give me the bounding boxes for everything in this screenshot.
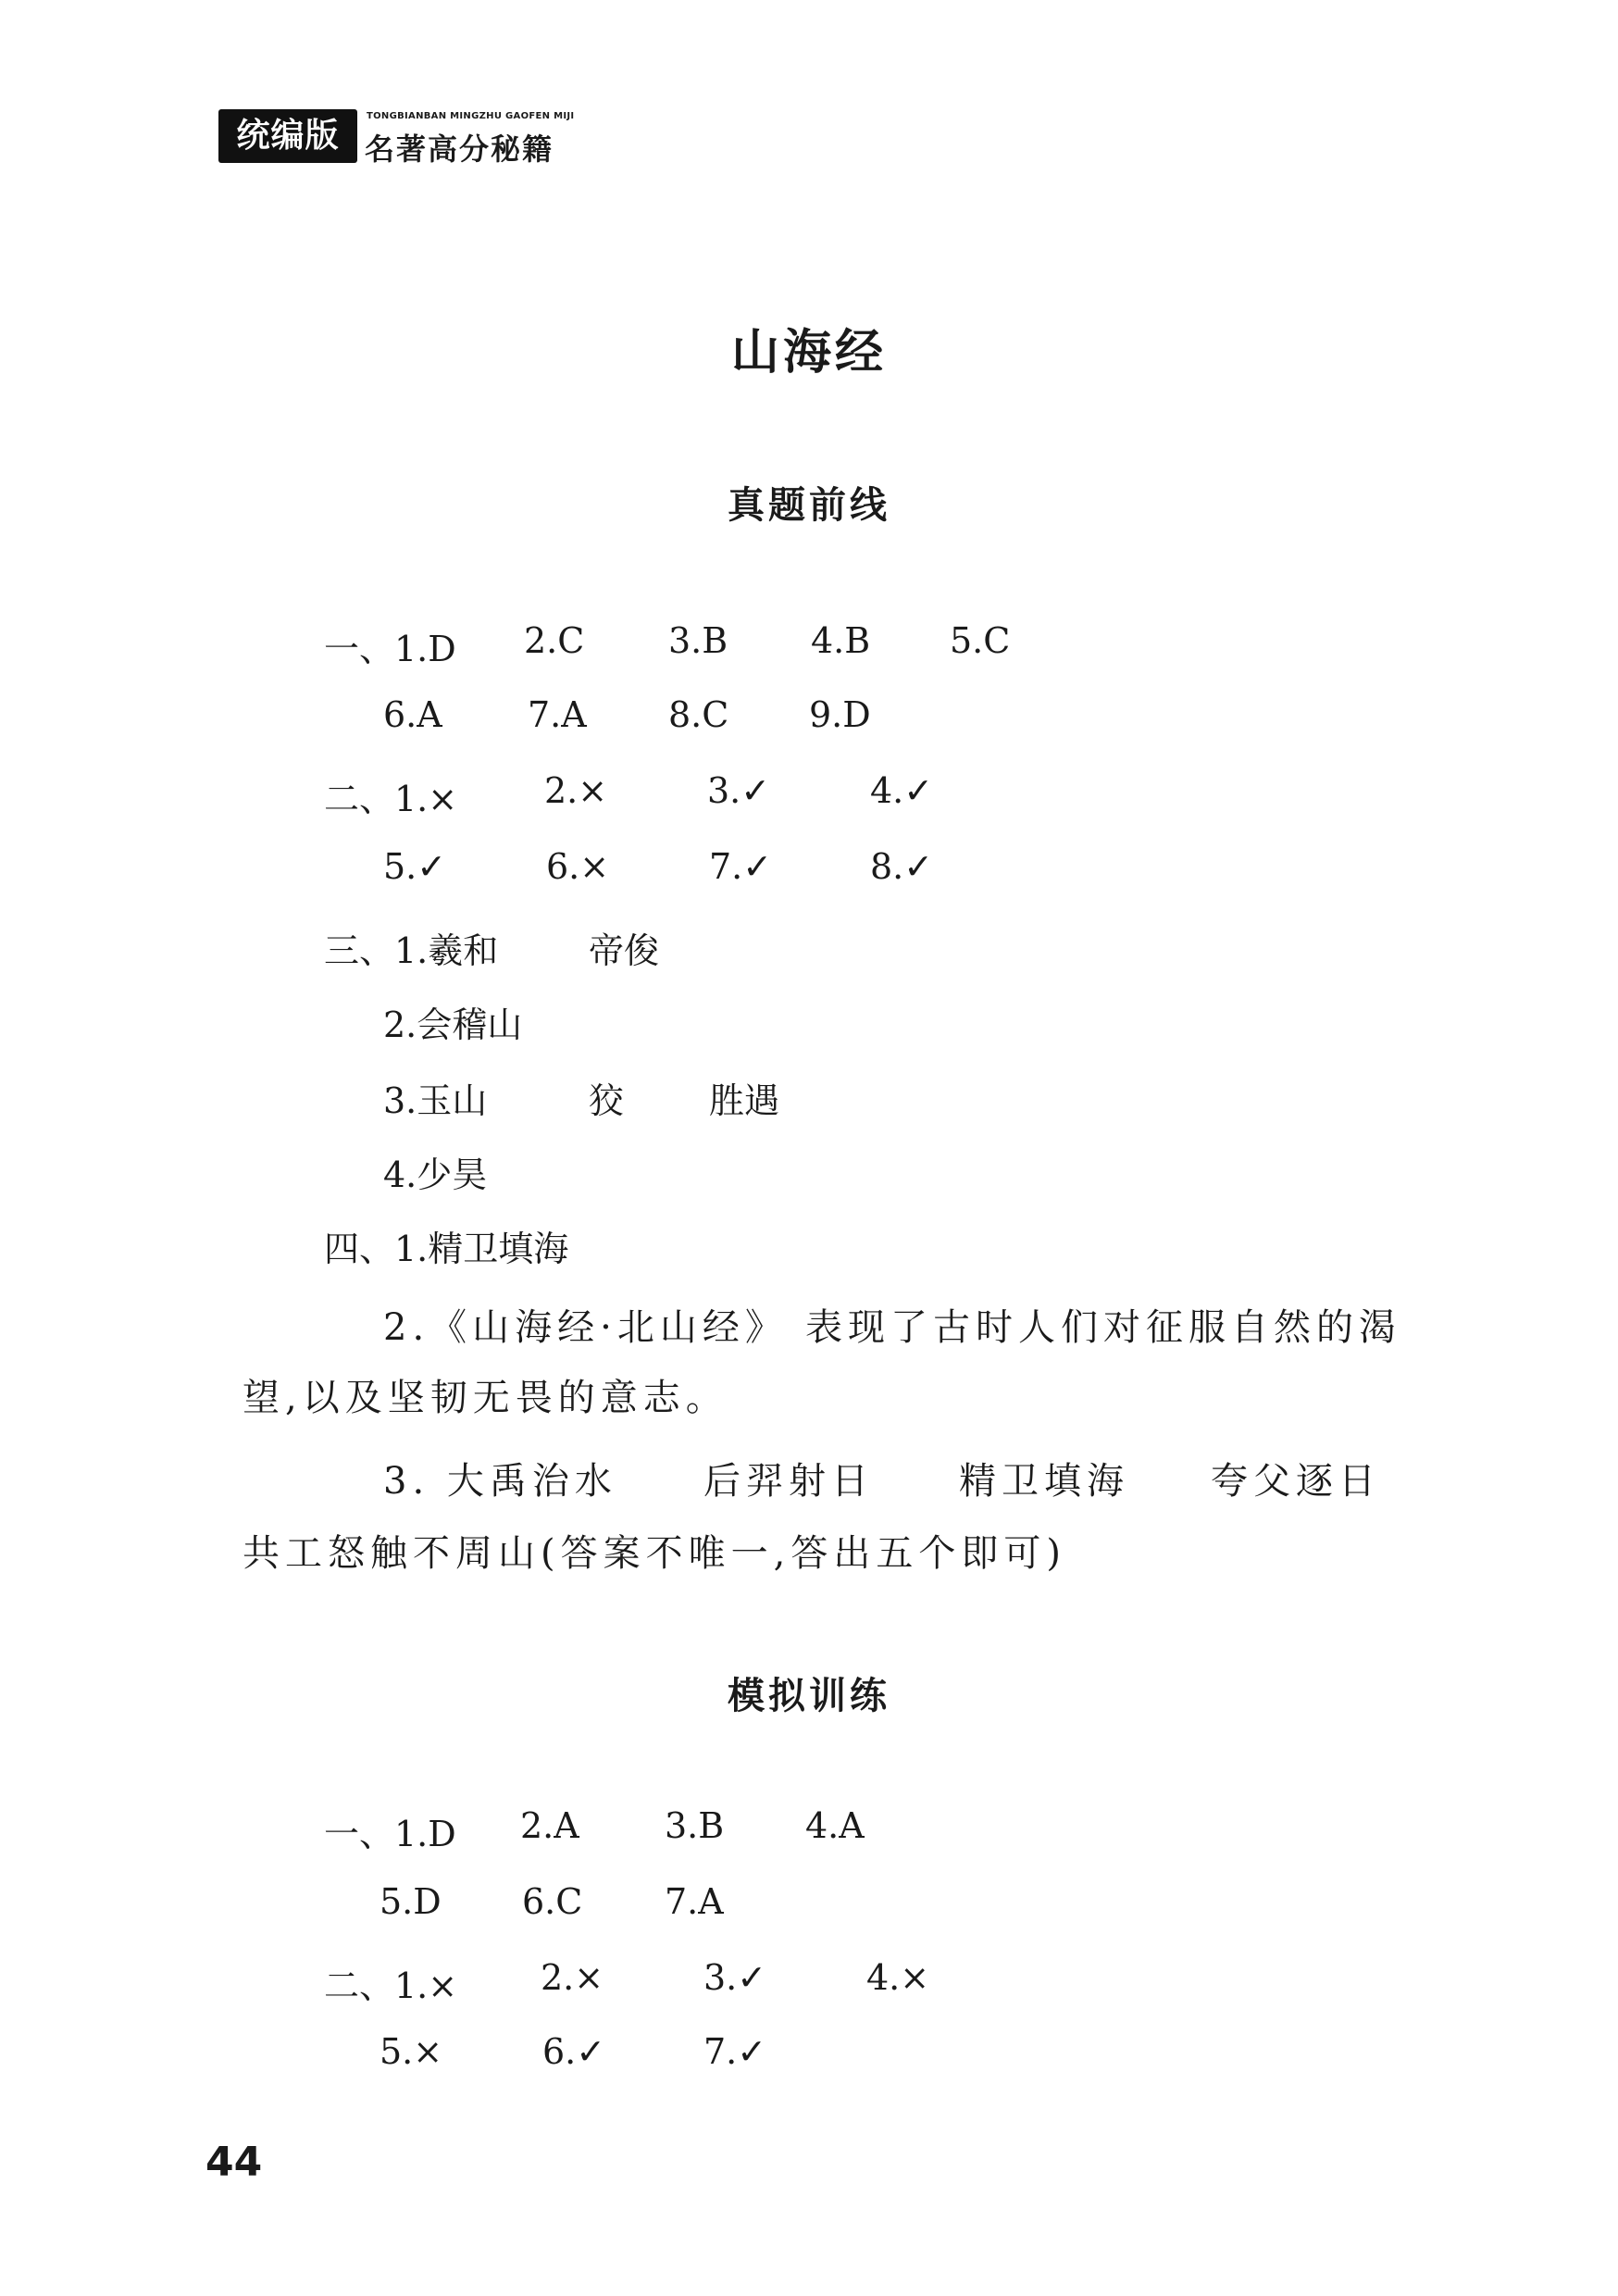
answer-item: 胜遇: [709, 1080, 780, 1121]
answer-item: 2.×: [544, 770, 608, 811]
answer-item: 2.A: [520, 1805, 579, 1846]
answer-item: 3.B: [668, 620, 728, 661]
answer-item: 3. 大禹治水: [383, 1460, 617, 1503]
answer-item: 夸父逐日: [1211, 1460, 1381, 1503]
answer-text: 表现了古时人们对征服自然的渴: [805, 1306, 1401, 1349]
header-pinyin: TONGBIANBAN MINGZHU GAOFEN MIJI: [367, 111, 575, 121]
answer-item: 帝俊: [589, 930, 660, 971]
answer-item: 4.✓: [870, 770, 934, 811]
page-number: 44: [205, 2139, 263, 2186]
answer-item: 一、1.D: [324, 629, 456, 669]
answer-item: 3.✓: [707, 770, 771, 811]
answer-item: 4.A: [805, 1805, 865, 1846]
answer-item: 8.✓: [870, 846, 934, 887]
answer-item: 7.A: [665, 1881, 724, 1922]
answer-item: 二、1.×: [324, 1965, 458, 2006]
answer-item: 9.D: [809, 694, 871, 735]
answer-item: 后羿射日: [703, 1460, 874, 1503]
answer-item: 4.B: [811, 620, 871, 661]
section-title-moni: 模拟训练: [728, 1675, 890, 1717]
answer-item: 5.✓: [383, 846, 447, 887]
edition-badge: 统编版: [218, 109, 357, 163]
series-title: 名著高分秘籍: [365, 131, 554, 167]
answer-item: 5.D: [380, 1881, 442, 1922]
answer-item: 5.C: [950, 620, 1011, 661]
answer-item: 狡: [589, 1080, 625, 1121]
answer-item: 四、1.精卫填海: [324, 1229, 569, 1269]
answer-item: 精卫填海: [959, 1460, 1129, 1503]
section-title-zhenti: 真题前线: [728, 484, 890, 527]
answer-item: 3.玉山: [383, 1080, 488, 1121]
answer-item: 6.A: [383, 694, 442, 735]
answer-item: 一、1.D: [324, 1814, 456, 1854]
answer-item: 2.C: [524, 620, 585, 661]
answer-item: 3.B: [665, 1805, 725, 1846]
answer-item: 三、1.羲和: [324, 930, 499, 971]
answer-item: 6.C: [522, 1881, 583, 1922]
answer-item: 7.✓: [703, 2031, 767, 2072]
answer-item: 6.×: [546, 846, 610, 887]
answer-item: 4.×: [866, 1957, 930, 1998]
answer-item: 二、1.×: [324, 779, 458, 819]
answer-item: 7.A: [528, 694, 587, 735]
answer-item: 7.✓: [709, 846, 773, 887]
answer-item: 3.✓: [703, 1957, 767, 1998]
answer-item: 5.×: [380, 2031, 443, 2072]
answer-item: 6.✓: [542, 2031, 606, 2072]
answer-item: 8.C: [668, 694, 729, 735]
answer-item: 2.会稽山: [383, 1004, 523, 1045]
answer-item: 4.少昊: [383, 1154, 488, 1195]
answer-text: 望,以及坚韧无畏的意志。: [243, 1377, 728, 1419]
chapter-title: 山海经: [730, 325, 887, 381]
answer-item: 2.×: [541, 1957, 604, 1998]
answer-text: 共工怒触不周山(答案不唯一,答出五个即可): [243, 1532, 1066, 1575]
answer-text: 2.《山海经·北山经》: [383, 1306, 788, 1349]
